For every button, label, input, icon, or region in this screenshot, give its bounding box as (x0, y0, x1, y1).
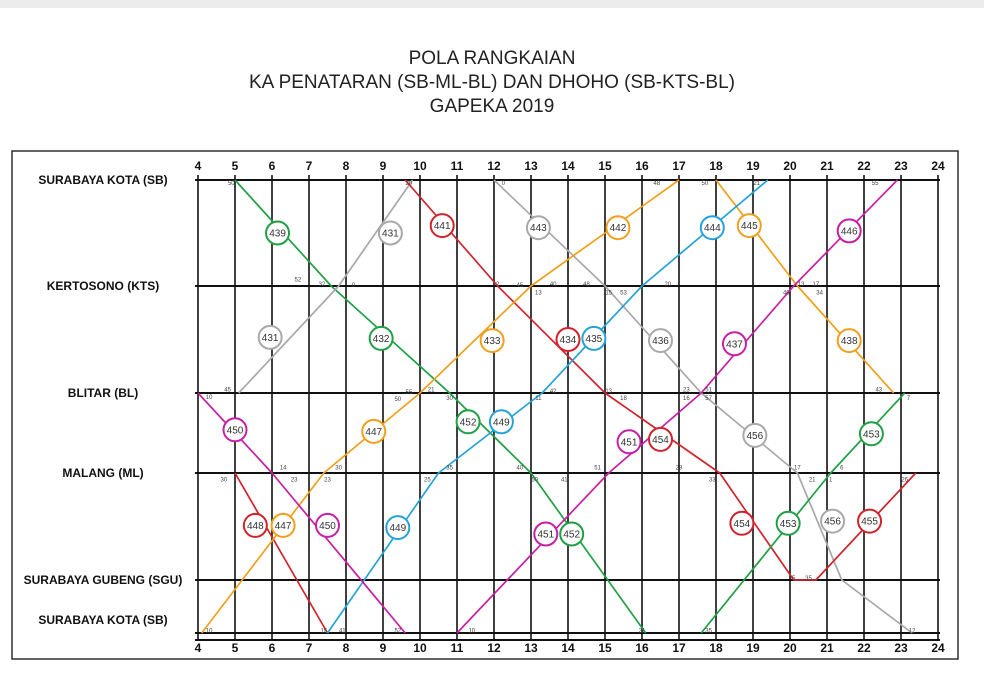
time-annotation: 35 (805, 575, 812, 582)
train-badge-label: 452 (563, 529, 581, 541)
time-annotation: 42 (549, 388, 557, 395)
train-badge-label: 434 (559, 335, 577, 346)
x-tick-bottom: 23 (894, 641, 908, 655)
time-annotation: 30 (446, 396, 453, 402)
train-badge-label: 435 (585, 333, 603, 345)
train-badge-label: 453 (863, 429, 880, 441)
x-tick-top: 20 (783, 159, 797, 173)
time-annotation: 15 (320, 628, 328, 635)
train-badge-label: 433 (483, 336, 501, 348)
x-tick-top: 4 (194, 159, 202, 173)
x-tick-top: 11 (450, 159, 464, 173)
time-annotation: 50 (531, 477, 539, 484)
x-tick-top: 7 (305, 159, 313, 173)
x-tick-top: 17 (672, 159, 686, 173)
time-annotation: 50 (227, 181, 235, 188)
train-badge-label: 444 (703, 223, 721, 235)
x-tick-bottom: 9 (379, 641, 387, 655)
time-annotation: 50 (394, 396, 402, 403)
time-annotation: 20 (405, 181, 413, 188)
train-badge-label: 453 (779, 518, 797, 530)
x-tick-bottom: 13 (524, 641, 538, 655)
x-tick-bottom: 8 (342, 641, 350, 655)
x-tick-bottom: 15 (598, 641, 612, 655)
time-annotation: 21 (808, 477, 816, 484)
time-annotation: 40 (516, 465, 524, 472)
time-annotation: 26 (901, 477, 909, 484)
time-annotation: 13 (535, 290, 542, 297)
time-annotation: 53 (620, 290, 627, 297)
train-badge-label: 449 (493, 417, 510, 429)
time-annotation: 30 (335, 465, 342, 472)
train-badge-label: 455 (861, 516, 878, 528)
x-tick-top: 12 (487, 159, 501, 173)
x-tick-top: 22 (857, 159, 871, 173)
station-label-sb2: SURABAYA KOTA (SB) (38, 613, 168, 627)
x-tick-top: 15 (598, 159, 612, 173)
x-tick-bottom: 14 (561, 641, 575, 655)
x-tick-bottom: 12 (487, 641, 501, 655)
time-annotation: 10 (205, 395, 213, 402)
x-tick-bottom: 6 (268, 641, 276, 655)
time-annotation: 55 (871, 181, 879, 188)
x-tick-bottom: 22 (857, 641, 871, 655)
time-annotation: 52 (294, 277, 302, 284)
train-badge-label: 438 (840, 336, 858, 348)
time-annotation: 13 (605, 388, 613, 395)
time-annotation: 5 (792, 575, 796, 582)
x-tick-top: 16 (635, 159, 649, 173)
time-annotation: 40 (549, 281, 557, 288)
time-annotation: 11 (535, 396, 542, 402)
time-annotation: 46 (782, 290, 790, 297)
x-tick-bottom: 21 (820, 641, 834, 655)
x-tick-top: 19 (746, 159, 760, 173)
x-tick-top: 13 (524, 159, 538, 173)
x-tick-top: 24 (931, 159, 945, 173)
train-badge-label: 431 (261, 332, 279, 344)
time-annotation: 23 (324, 477, 331, 484)
time-annotation: 0 (501, 181, 505, 188)
x-tick-bottom: 7 (305, 641, 313, 655)
station-label-sgu: SURABAYA GUBENG (SGU) (23, 573, 183, 587)
x-tick-bottom: 11 (450, 641, 464, 655)
train-badge-label: 447 (365, 426, 383, 438)
chart-title-line-3: GAPEKA 2019 (429, 96, 555, 117)
train-badge-label: 448 (247, 520, 264, 532)
time-annotation: 23 (290, 477, 298, 484)
series-line-gray-2 (494, 180, 912, 633)
time-annotation: 45 (516, 282, 524, 289)
series-line-red-2 (235, 473, 328, 633)
x-tick-top: 5 (231, 159, 239, 173)
station-label-bl: BLITAR (BL) (67, 386, 139, 400)
time-annotation: 51 (594, 465, 601, 472)
time-annotation: 48 (653, 181, 661, 188)
train-badge-label: 450 (226, 425, 244, 437)
x-tick-top: 18 (709, 159, 723, 173)
train-badge-label: 456 (746, 430, 764, 442)
time-annotation: 18 (620, 396, 627, 402)
train-badge-label: 441 (433, 221, 451, 233)
chart-title-line-1: POLA RANGKAIAN (408, 48, 576, 69)
station-label-sb1: SURABAYA KOTA (SB) (38, 173, 168, 187)
train-badge-label: 452 (459, 417, 477, 429)
time-annotation: 55 (405, 389, 413, 396)
time-annotation: 17 (794, 465, 801, 472)
time-annotation: 35 (446, 465, 453, 472)
time-annotation: 7 (906, 396, 911, 402)
time-annotation: 10 (205, 628, 213, 635)
train-badge-label: 451 (620, 437, 638, 449)
time-annotation: 32 (318, 281, 326, 288)
train-badge-label: 439 (269, 228, 286, 240)
train-badge-label: 451 (537, 529, 555, 541)
train-badge-label: 449 (389, 523, 407, 535)
series-line-cyan (328, 180, 768, 633)
time-annotation: 23 (683, 387, 690, 394)
station-label-ml: MALANG (ML) (62, 466, 144, 480)
train-badge-label: 436 (652, 336, 669, 348)
time-annotation: 41 (560, 477, 568, 484)
train-badge-label: 445 (740, 221, 758, 233)
x-tick-bottom: 18 (709, 641, 723, 655)
time-annotation: 48 (583, 281, 590, 288)
time-annotation: 6 (840, 465, 844, 472)
time-annotation: 16 (683, 396, 690, 402)
time-annotation: 21 (427, 387, 435, 394)
time-annotation: 28 (675, 465, 683, 472)
train-badge-label: 447 (274, 520, 292, 532)
time-annotation: 33 (708, 477, 716, 484)
x-tick-top: 23 (894, 159, 908, 173)
time-annotation: 17 (812, 281, 820, 288)
time-annotation: 45 (224, 387, 231, 394)
time-annotation: 50 (701, 181, 709, 188)
x-tick-bottom: 16 (635, 641, 649, 655)
time-annotation: 12 (908, 628, 916, 635)
x-tick-bottom: 4 (194, 641, 202, 655)
x-tick-bottom: 17 (672, 641, 686, 655)
train-badge-label: 443 (530, 223, 547, 235)
train-badge-label: 454 (733, 518, 751, 530)
series-line-magenta-2 (457, 180, 897, 633)
train-badge-label: 446 (840, 226, 858, 238)
x-tick-bottom: 20 (783, 641, 797, 655)
time-annotation: 14 (279, 465, 287, 472)
time-annotation: 57 (705, 396, 712, 402)
time-annotation: 20 (664, 281, 672, 288)
time-annotation: 52 (394, 628, 402, 635)
x-tick-bottom: 24 (931, 641, 945, 655)
time-annotation: 21 (638, 628, 646, 635)
train-badge-label: 442 (609, 223, 627, 235)
time-annotation: 34 (816, 290, 823, 297)
x-tick-bottom: 10 (413, 641, 427, 655)
chart-title-line-2: KA PENATARAN (SB-ML-BL) DAN DHOHO (SB-KTS-BL) (249, 72, 735, 93)
x-tick-top: 9 (379, 159, 387, 173)
time-annotation: 1 (829, 477, 833, 484)
series-line-orange (202, 180, 679, 633)
time-annotation: 35 (705, 628, 712, 635)
time-annotation: 0 (351, 282, 356, 289)
train-badge-label: 437 (726, 339, 743, 351)
train-badge-label: 432 (372, 333, 390, 345)
x-tick-top: 14 (561, 159, 575, 173)
time-annotation: 41 (338, 628, 346, 635)
time-annotation: 30 (220, 477, 228, 484)
time-annotation: 51 (705, 387, 712, 394)
train-badge-label: 431 (382, 228, 399, 240)
time-annotation: 43 (875, 387, 883, 394)
x-tick-top: 6 (268, 159, 276, 173)
x-tick-top: 21 (820, 159, 834, 173)
train-badge-label: 450 (319, 520, 336, 532)
x-tick-bottom: 5 (231, 641, 239, 655)
time-annotation: 15 (605, 290, 613, 297)
time-annotation: 13 (797, 281, 805, 288)
time-annotation: 2 (496, 281, 500, 288)
time-annotation: 10 (468, 628, 476, 635)
train-badge-label: 456 (824, 516, 841, 528)
train-badge-label: 454 (652, 434, 669, 446)
time-annotation: 25 (424, 477, 431, 484)
x-tick-top: 10 (413, 159, 427, 173)
x-tick-bottom: 19 (746, 641, 760, 655)
x-tick-top: 8 (342, 159, 350, 173)
time-annotation: 21 (753, 181, 761, 188)
station-label-kts: KERTOSONO (KTS) (46, 279, 160, 293)
